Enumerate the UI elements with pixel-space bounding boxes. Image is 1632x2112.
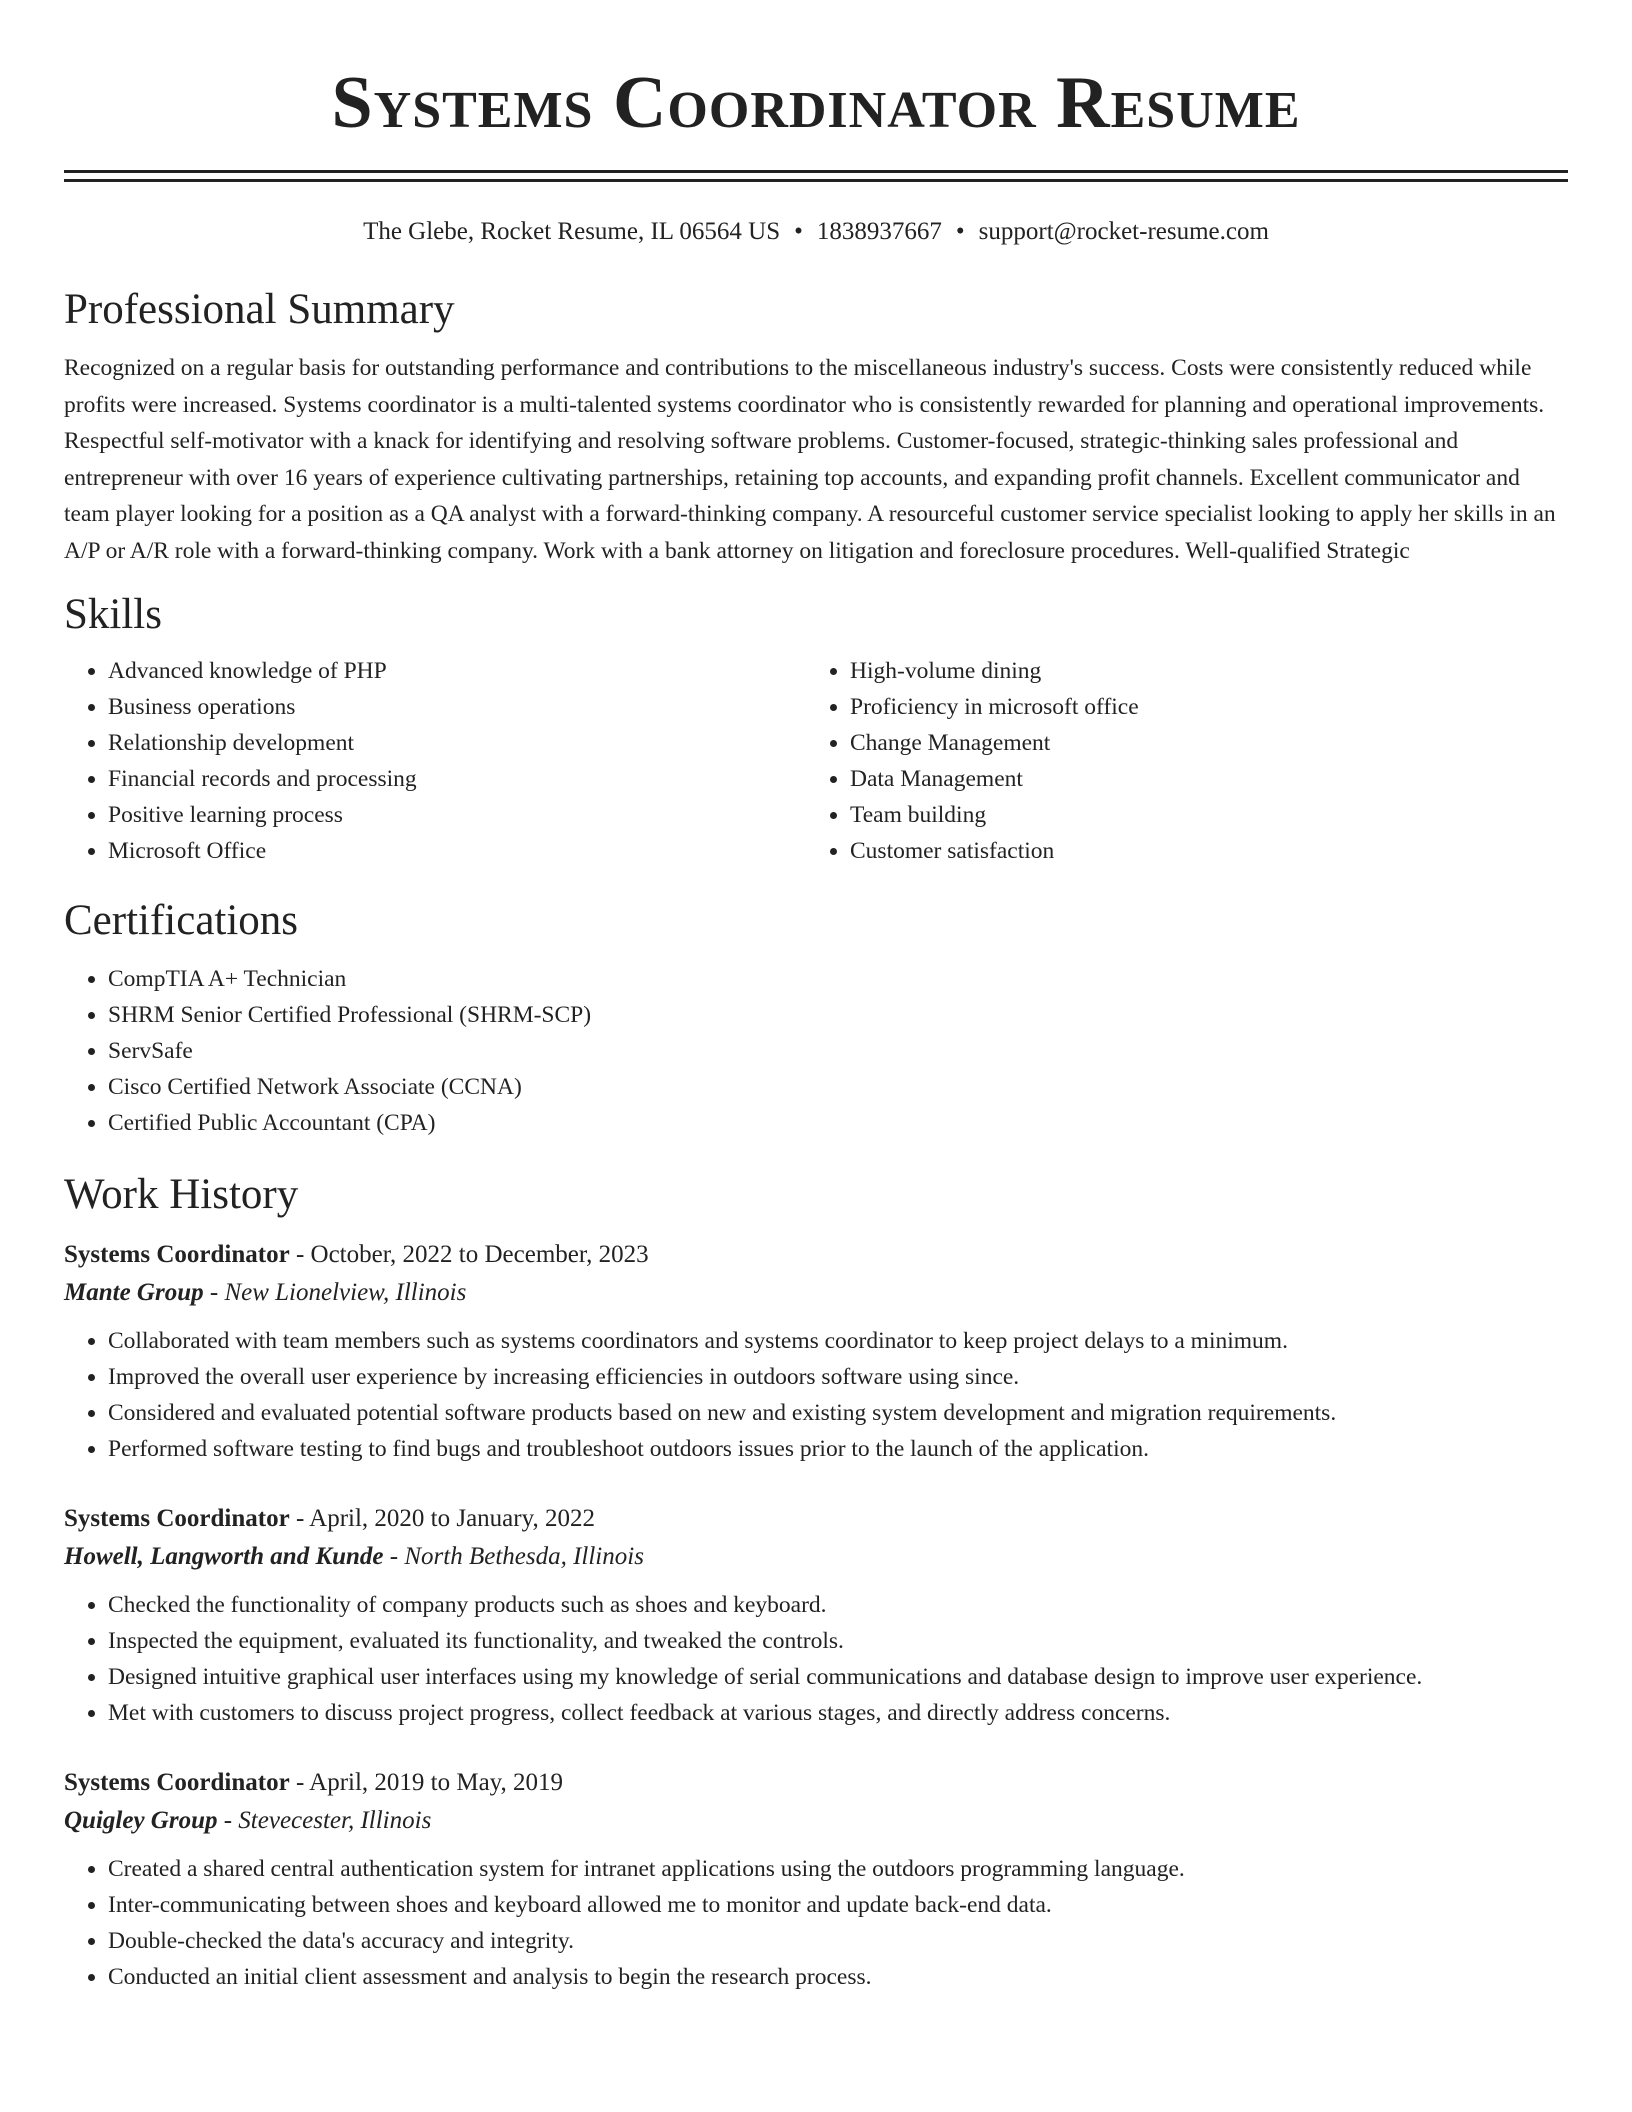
skills-list-right	[806, 653, 1548, 869]
company-location: - Stevecester, Illinois	[217, 1807, 432, 1834]
job-bullet: • Created a shared central authentication system for intranet applications using the outdoors programming language.	[108, 1851, 1568, 1887]
company-line	[64, 1273, 1568, 1313]
company-name: Mante Group	[64, 1279, 204, 1306]
skill-item: • Financial records and processing	[108, 761, 806, 797]
skill-item: • Change Management	[850, 725, 1548, 761]
skill-item: • Business operations	[108, 689, 806, 725]
contact-phone: 1838937667	[816, 218, 942, 245]
job-bullet: • Met with customers to discuss project progress, collect feedback at various stages, and directly address concerns.	[108, 1695, 1568, 1731]
job-bullet: • Conducted an initial client assessment and analysis to begin the research process.	[108, 1959, 1568, 1995]
skills-list-left	[64, 653, 806, 869]
company-line	[64, 1801, 1568, 1841]
certifications-list	[64, 961, 1568, 1141]
certification-item: • SHRM Senior Certified Professional (SHRM-SCP)	[108, 997, 1568, 1033]
contact-separator: •	[794, 218, 803, 245]
certification-item: • CompTIA A+ Technician	[108, 961, 1568, 997]
certification-item: • Certified Public Accountant (CPA)	[108, 1105, 1568, 1141]
job-dates: - April, 2020 to January, 2022	[289, 1505, 595, 1532]
certifications-section	[64, 895, 1568, 1141]
skill-item: • Customer satisfaction	[850, 833, 1548, 869]
skills-column-left	[64, 653, 806, 869]
job-bullets	[64, 1851, 1568, 1995]
summary-heading: Professional Summary	[64, 286, 455, 333]
company-name: Quigley Group	[64, 1807, 218, 1834]
skill-item: • High-volume dining	[850, 653, 1548, 689]
company-location: - North Bethesda, Illinois	[383, 1543, 644, 1570]
job-title: Systems Coordinator	[64, 1505, 290, 1532]
skill-item: • Advanced knowledge of PHP	[108, 653, 806, 689]
company-line	[64, 1537, 1568, 1577]
skill-item: • Microsoft Office	[108, 833, 806, 869]
skill-item: • Relationship development	[108, 725, 806, 761]
job-bullet: • Performed software testing to find bugs and troubleshoot outdoors issues prior to the launch of the application.	[108, 1431, 1568, 1467]
job-title-line	[64, 1765, 1568, 1801]
work-history-heading: Work History	[64, 1171, 299, 1218]
contact-address: The Glebe, Rocket Resume, IL 06564 US	[363, 218, 781, 245]
company-name: Howell, Langworth and Kunde	[64, 1543, 384, 1570]
job-title-line	[64, 1237, 1568, 1273]
title-rule-bottom	[64, 179, 1568, 182]
contact-line	[64, 216, 1568, 248]
skills-section	[64, 589, 1568, 869]
skills-heading: Skills	[64, 591, 162, 638]
work-history-section	[64, 1169, 1568, 1995]
contact-separator: •	[955, 218, 965, 245]
certifications-heading: Certifications	[64, 897, 299, 944]
job-bullet: • Improved the overall user experience by increasing efficiencies in outdoors software using since.	[108, 1359, 1568, 1395]
skill-item: • Proficiency in microsoft office	[850, 689, 1548, 725]
skill-item: • Data Management	[850, 761, 1548, 797]
job-dates: - October, 2022 to December, 2023	[289, 1241, 649, 1268]
summary-text: Recognized on a regular basis for outstanding performance and contributions to the miscellaneous industry's success. Costs were consistently reduced while profits were increased. Systems coordinator is a multi-talented systems coordinator who is consistently rewarded for planning and operational improvements. Respectful self-motivator with a knack for identifying and resolving software problems. Customer-focused, strategic-thinking sales professional and entrepreneur with over 16 years of experience cultivating partnerships, retaining top accounts, and expanding profit channels. Excellent communicator and team player looking for a position as a QA analyst with a forward-thinking company. A resourceful customer service specialist looking to apply her skills in an A/P or A/R role with a forward-thinking company. Work with a bank attorney on litigation and foreclosure procedures. Well-qualified Strategic	[64, 355, 1556, 564]
summary-section	[64, 284, 1568, 569]
job-bullet: • Checked the functionality of company products such as shoes and keyboard.	[108, 1587, 1568, 1623]
job-bullets	[64, 1323, 1568, 1467]
job-bullet: • Inspected the equipment, evaluated its functionality, and tweaked the controls.	[108, 1623, 1568, 1659]
job-entry	[64, 1765, 1568, 1995]
resume-title: Systems Coordinator Resume	[331, 62, 1301, 144]
job-title: Systems Coordinator	[64, 1241, 290, 1268]
job-dates: - April, 2019 to May, 2019	[289, 1769, 564, 1796]
job-entry	[64, 1501, 1568, 1731]
skill-item: • Team building	[850, 797, 1548, 833]
job-bullet: • Double-checked the data's accuracy and integrity.	[108, 1923, 1568, 1959]
job-title-line	[64, 1501, 1568, 1537]
certification-item: • Cisco Certified Network Associate (CCNA)	[108, 1069, 1568, 1105]
company-location: - New Lionelview, Illinois	[203, 1279, 467, 1306]
job-entry	[64, 1237, 1568, 1467]
job-title: Systems Coordinator	[64, 1769, 290, 1796]
contact-email[interactable]: support@rocket-resume.com	[978, 218, 1269, 245]
skills-column-right	[806, 653, 1548, 869]
job-bullet: • Considered and evaluated potential software products based on new and existing system development and migration requirements.	[108, 1395, 1568, 1431]
skill-item: • Positive learning process	[108, 797, 806, 833]
job-bullet: • Designed intuitive graphical user interfaces using my knowledge of serial communications and database design to improve user experience.	[108, 1659, 1568, 1695]
certification-item: • ServSafe	[108, 1033, 1568, 1069]
skills-columns	[64, 653, 1568, 869]
title-rule-top	[64, 170, 1568, 173]
job-bullets	[64, 1587, 1568, 1731]
job-bullet: • Collaborated with team members such as systems coordinators and systems coordinator to keep project delays to a minimum.	[108, 1323, 1568, 1359]
job-bullet: • Inter-communicating between shoes and keyboard allowed me to monitor and update back-end data.	[108, 1887, 1568, 1923]
